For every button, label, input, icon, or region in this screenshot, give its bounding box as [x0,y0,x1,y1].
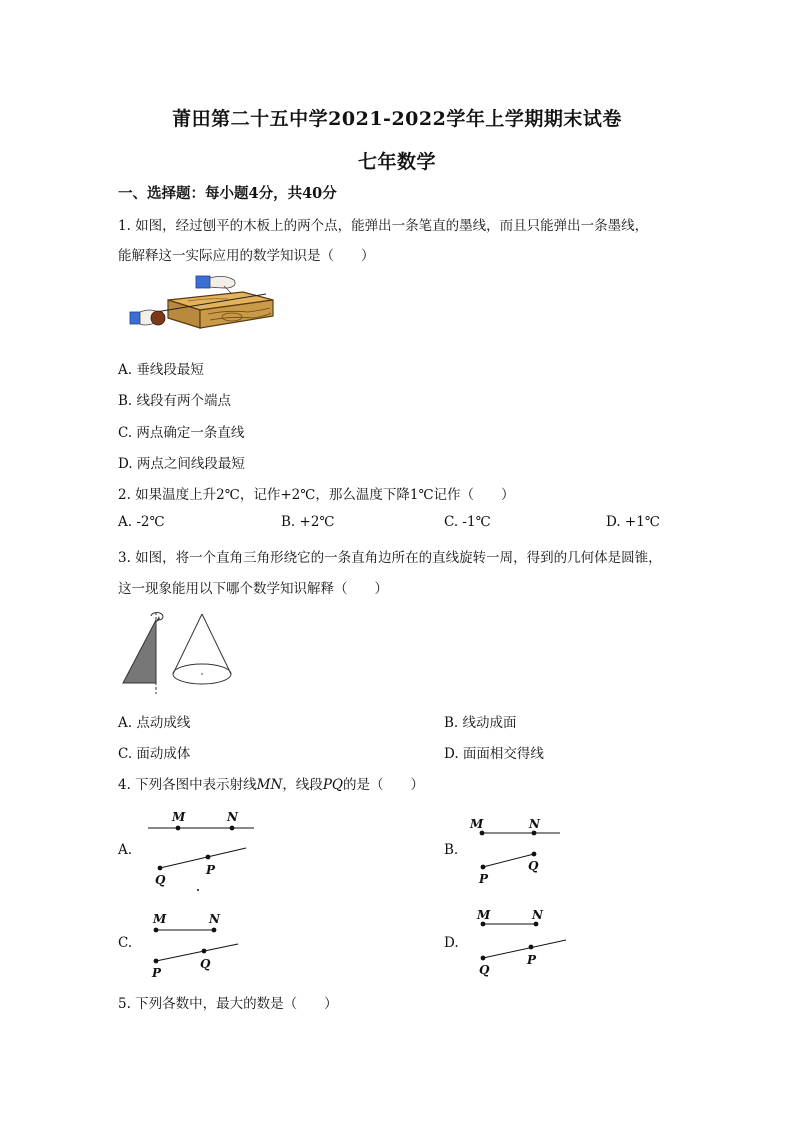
q4-option-d-label: D. [444,935,459,951]
q4b-label-p: P [479,872,489,886]
q4c-label-m: M [153,912,167,926]
q2-option-a: A. -2℃ [118,514,165,530]
section-heading: 一、选择题：每小题4分，共40分 [118,185,337,202]
q3-option-a: A. 点动成线 [118,715,191,731]
q4d-label-q: Q [479,963,490,977]
q4c-label-q: Q [200,957,211,971]
q4a-label-m: M [172,810,186,824]
q3-option-c: C. 面动成体 [118,746,191,762]
q4d-label-m: M [477,908,491,922]
q3-option-d: D. 面面相交得线 [444,746,544,762]
q1-text-line1: 1. 如图，经过刨平的木板上的两个点，能弹出一条笔直的墨线，而且只能弹出一条墨线， [118,218,649,234]
q4b-label-n: N [529,817,540,831]
q1-wooden-board-figure [128,272,278,334]
q2-option-b: B. +2℃ [281,514,335,530]
q3-text-line2: 这一现象能用以下哪个数学知识解释（ ） [118,581,388,597]
q5-text: 5. 下列各数中，最大的数是（ ） [118,996,338,1012]
q4-option-c-figure [140,906,250,980]
q4b-label-m: M [470,817,484,831]
exam-subtitle: 七年数学 [357,151,436,173]
q4d-label-n: N [532,908,543,922]
q1-text-line2: 能解释这一实际应用的数学知识是（ ） [118,248,375,264]
q4-text: 4. 下列各图中表示射线MN，线段PQ的是（ ） [118,777,424,793]
q4c-label-n: N [209,912,220,926]
q1-option-c: C. 两点确定一条直线 [118,425,245,441]
q4-option-d-figure [466,902,576,980]
q2-option-c: C. -1℃ [444,514,491,530]
q2-option-d: D. +1℃ [606,514,660,530]
q4-option-b-label: B. [444,842,459,858]
q4-option-c-label: C. [118,935,133,951]
q4a-label-n: N [227,810,238,824]
q4-option-a-label: A. [118,842,133,858]
q4a-label-p: P [206,863,216,877]
q4a-label-q: Q [155,873,166,887]
q3-text-line1: 3. 如图，将一个直角三角形绕它的一条直角边所在的直线旋转一周，得到的几何体是圆锥， [118,550,662,566]
q1-option-b: B. 线段有两个端点 [118,393,232,409]
q1-option-d: D. 两点之间线段最短 [118,456,245,472]
q4-option-a-figure [140,806,260,894]
q4b-label-q: Q [528,859,539,873]
q3-triangle-cone-figure [118,610,248,694]
q4c-label-p: P [152,966,162,980]
q1-option-a: A. 垂线段最短 [118,362,204,378]
q4d-label-p: P [527,953,537,967]
q4-option-b-figure [466,812,566,890]
q3-option-b: B. 线动成面 [444,715,517,731]
exam-title: 莆田第二十五中学2021-2022学年上学期期末试卷 [172,108,622,130]
q2-text: 2. 如果温度上升2℃，记作+2℃，那么温度下降1℃记作（ ） [118,487,515,503]
